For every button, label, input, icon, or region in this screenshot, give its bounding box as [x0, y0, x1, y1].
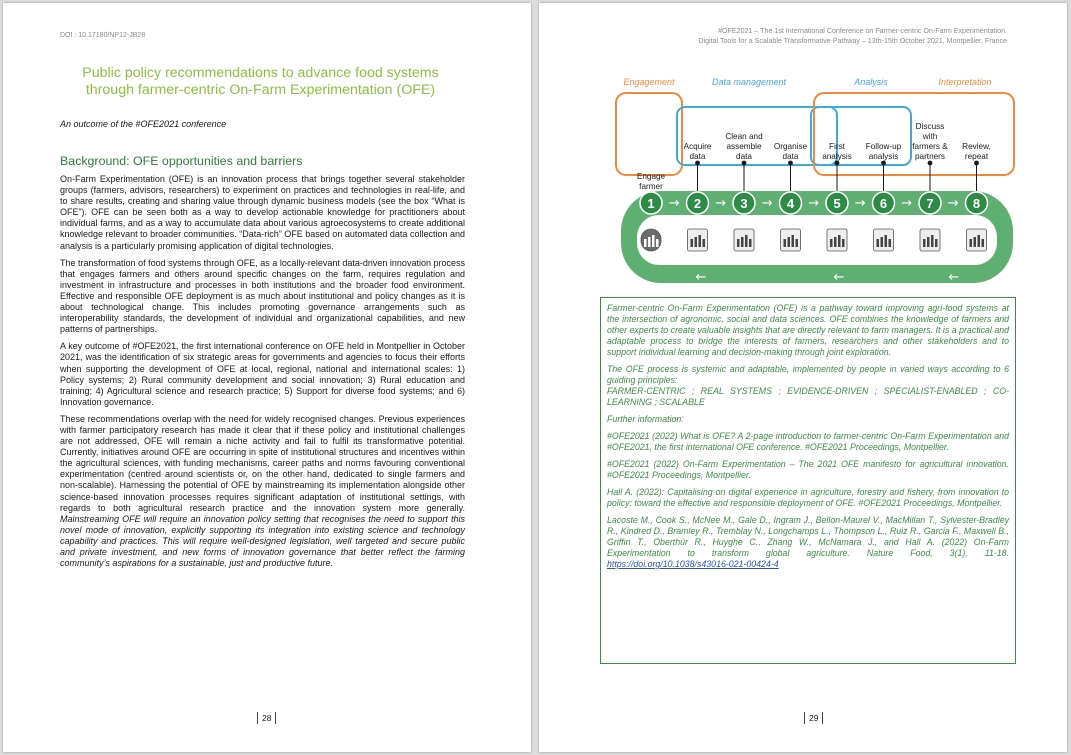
header-line-1: #OFE2021 – The 1st International Conference on Farmer-centric On-Farm Experimentation.	[718, 27, 1007, 35]
step-label-8: Review, repeat	[962, 142, 991, 161]
step-number-6: 6	[879, 196, 888, 211]
title-line-2: through farmer-centric On-Farm Experimentation (OFE)	[85, 82, 436, 98]
step-icon-1	[641, 229, 661, 251]
step-icon-2	[688, 229, 708, 251]
doi-label: DOI : 10.17180/NP12-JB28	[60, 32, 146, 39]
right-page	[539, 3, 1067, 752]
what-is-ofe-box	[600, 297, 1016, 664]
paragraph-4	[60, 414, 465, 569]
return-arrow-3: ←	[948, 270, 960, 285]
return-arrow-2: ←	[833, 270, 845, 285]
running-header	[698, 27, 1007, 46]
step-number-7: 7	[926, 196, 934, 211]
reference-3: Hall A. (2022): Capitalising on digital experience in agriculture, forestry and fishery, from innovation to policy: toward the effective and responsible deployment of OFE. #OFE2021 Proceedings, Montpellier.	[607, 487, 1009, 508]
step-number-5: 5	[833, 196, 841, 211]
step-arrow-3: →	[761, 196, 773, 211]
return-arrow-1: ←	[695, 270, 707, 285]
step-icon-3	[734, 229, 754, 251]
box-paragraph-2	[607, 364, 1009, 408]
paragraph-4-regular: These recommendations overlap with the need for widely recognised changes. Previous experiences with farmer participatory research has made it clear that if these policy and institutional challenges are not addressed, OFE will remain a niche activity and fail to fulfil its transformative potential. Currently, initiatives around OFE are occurring in spite of institutional structures and incentives within the agricultural sciences, with funding mechanisms, career paths and norms favouring conventional experimentation (centred around scientists or, on the other hand, dedicated to single farmers and non-scalable). Harnessing the potential of OFE by mainstreaming its implementation alongside other science-based innovation processes requires significant adaptation of institutional settings, with regards to both agricultural research practice and the innovation system more generally.	[60, 413, 465, 513]
further-info-label: Further information:	[607, 414, 684, 424]
phase-label-data-management: Data management	[711, 77, 787, 87]
box-paragraph-1: Farmer-centric On-Farm Experimentation (OFE) is a pathway toward improving agri-food systems at the intersection of agronomic, social and data sciences. OFE combines the knowledge of farmers and other experts to create valuable insights that are directly relevant to farm managers. It is a practical and adaptable process to bridge the interests of farmers, researchers and other stakeholders and to support individual learning and decision-making through joint exploration.	[607, 303, 1009, 357]
step-label-7: Discuss with farmers & partners	[912, 122, 948, 161]
interpretation-phase-box	[814, 93, 1014, 175]
step-number-1: 1	[647, 196, 655, 211]
reference-2: #OFE2021 (2022) On-Farm Experimentation – The 2021 OFE manifesto for agricultural innovation. #OFE2021 Proceedings, Montpellier.	[607, 459, 1009, 480]
phase-label-interpretation: Interpretation	[938, 77, 992, 87]
subtitle: An outcome of the #OFE2021 conference	[60, 119, 227, 129]
header-line-2: Digital Tools for a Scalable Transformative Pathway – 13th-15th October 2021, Montpellier, France	[698, 36, 1007, 45]
step-icon-4	[781, 229, 801, 251]
step-number-4: 4	[786, 196, 795, 211]
ofe-process-diagram	[609, 73, 1021, 293]
step-number-8: 8	[972, 196, 981, 211]
phase-label-engagement: Engagement	[623, 77, 675, 87]
step-number-2: 2	[693, 196, 702, 211]
engagement-phase-box	[616, 93, 682, 175]
paragraph-3: A key outcome of #OFE2021, the first international conference on OFE held in Montpellier in October 2021, was the identification of six strategic areas for governments and agencies to focus their efforts when supporting the development of OFE at local, regional, national and international scales: 1) Policy systems; 2) Rural community development and social innovation; 3) Rural education and training; 4) Agricultural science and research practice; 5) Support for diverse food systems; and 6) Innovation governance.	[60, 341, 465, 407]
step-arrow-7: →	[947, 196, 959, 211]
paragraph-4-italic: Mainstreaming OFE will require an innovation policy setting that recognises the need to support this novel mode of innovation, explicitly supporting its integration into existing science and technology capability and practices. This will require well-designed legislation, well targeted and secure public and private investment, and new forms of innovation governance that better reflect the farming community’s aspirations for a sustainable, just and productive future.	[60, 513, 465, 569]
step-arrow-5: →	[854, 196, 866, 211]
left-page	[3, 3, 531, 752]
guiding-principles: FARMER-CENTRIC ; REAL SYSTEMS ; EVIDENCE-DRIVEN ; SPECIALIST-ENABLED ; CO-LEARNING ; SCALABLE	[607, 386, 1009, 407]
step-arrow-1: →	[668, 196, 680, 211]
step-label-4: Organise data	[773, 142, 808, 161]
step-number-3: 3	[740, 196, 748, 211]
step-arrow-6: →	[901, 196, 913, 211]
section-heading: Background: OFE opportunities and barriers	[60, 154, 303, 168]
step-label-3: Clean and assemble data	[725, 132, 763, 161]
page-number-right: 29	[804, 712, 823, 724]
paragraph-1: On-Farm Experimentation (OFE) is an innovation process that brings together several stakeholder groups (farmers, advisors, researchers) to experiment on practices and technologies in real-life, and to share results, creating and sharing value through dynamic business models (see the box “What is OFE”). OFE can be seen both as a way to develop actionable knowledge for practitioners about individual farms, and as a way to accumulate data about various agroecosystems to create additional knowledge relevant to broader communities. “Data-rich” OFE based on automated data collection and analysis is a particularly promising application of digital technologies.	[60, 174, 465, 251]
reference-4	[607, 515, 1009, 570]
step-icon-7	[920, 229, 940, 251]
step-arrow-2: →	[715, 196, 727, 211]
title-line-1: Public policy recommendations to advance food systems	[82, 65, 439, 81]
paragraph-2: The transformation of food systems through OFE, as a locally-relevant data-driven innovation process that engages farmers and others around specific changes on the farm, requires regulation and investment in infrastructure and processes in both institutions and the broader food environment. Effective and responsible OFE deployment is as much about institutional and policy changes as it is about technological change. This includes promoting governance arrangements such as interoperability standards, the development of individual and organizational capabilities, and new patterns of partnerships.	[60, 257, 465, 335]
step-icon-5	[827, 229, 847, 251]
step-label-2: Acquire data	[683, 142, 712, 161]
step-label-5: First analysis	[822, 142, 852, 161]
step-arrow-4: →	[808, 196, 820, 211]
page-number-left: 28	[257, 712, 276, 724]
reference-4-text: Lacoste M., Cook S., McNee M., Gale D., Ingram J., Bellon-Maurel V., MacMillan T., Sylvester-Bradley R., Kindred D., Bramley R., Tremblay N., Longchamps L., Thompson L., Ruiz R., Garcia F., Maxwell B., Griffin T., Oberthür R., Huyghe C., Zhang W., McNamara J., and Hall A. (2022) On-Farm Experimentation to transform global agriculture. Nature Food, 3(1), 11-18.	[607, 515, 1009, 558]
phase-label-analysis: Analysis	[854, 77, 888, 87]
step-icon-6	[874, 229, 894, 251]
box-paragraph-2-text: The OFE process is systemic and adaptable, implemented by people in varied ways according to 6 guiding principles:	[607, 364, 1009, 385]
reference-1: #OFE2021 (2022) What is OFE? A 2-page introduction to farmer-centric On-Farm Experimentation and #OFE2021, the first international OFE conference. #OFE2021 Proceedings, Montpellier.	[607, 431, 1009, 452]
step-label-6: Follow-up analysis	[865, 142, 902, 161]
step-icon-8	[967, 229, 987, 251]
page-title	[43, 65, 478, 99]
body-text	[60, 174, 465, 575]
step-label-1: Engage farmer	[636, 172, 666, 191]
doi-link[interactable]: https://doi.org/10.1038/s43016-021-00424-4	[607, 559, 779, 569]
